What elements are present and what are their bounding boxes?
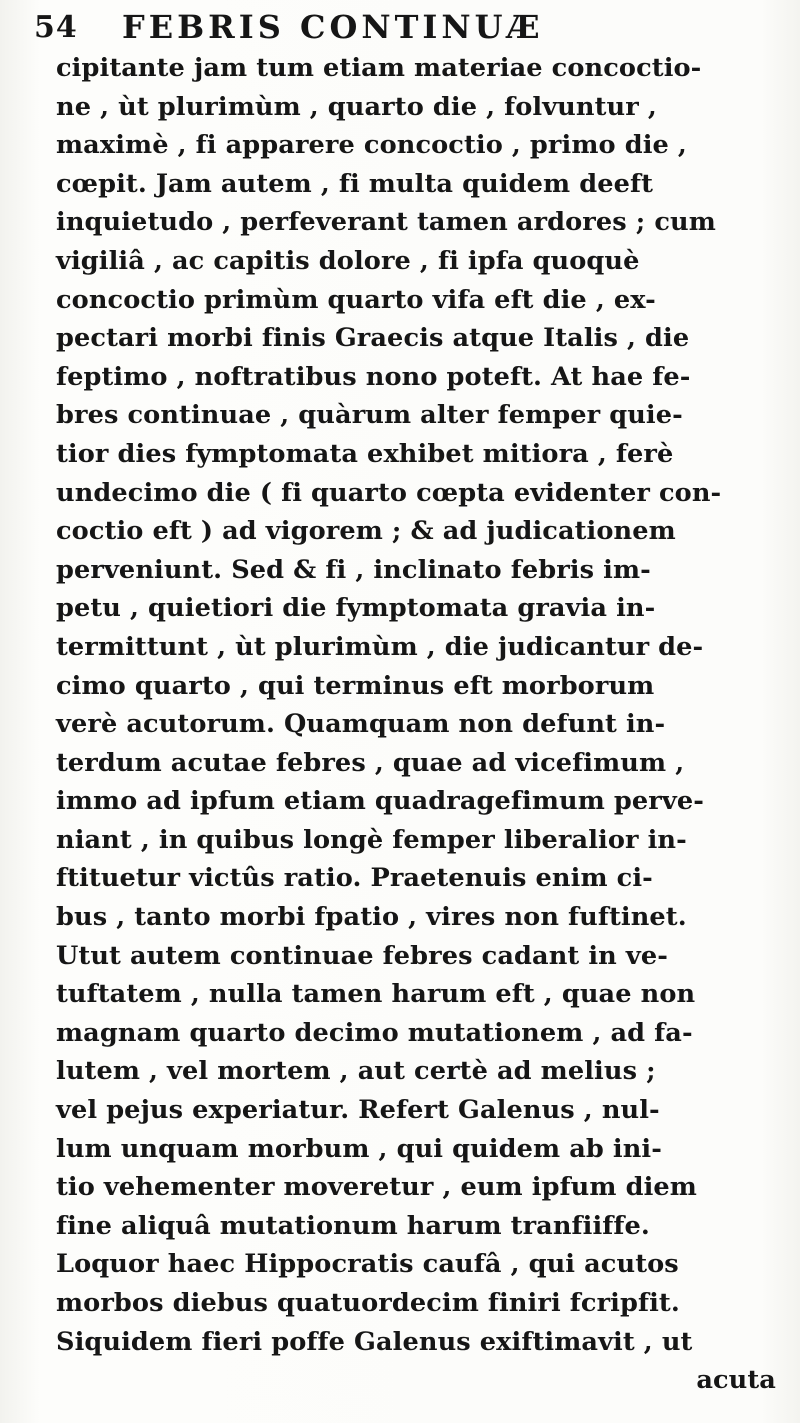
text-line: lutem , vel mortem , aut certè ad melius ; bbox=[56, 1056, 656, 1087]
text-line: undecimo die ( fi quarto cœpta evidenter con- bbox=[56, 477, 722, 508]
catchword: acuta bbox=[696, 1365, 776, 1396]
text-line: tio vehementer moveretur , eum ipfum diem bbox=[56, 1172, 697, 1203]
body-text bbox=[56, 49, 776, 1400]
text-line: lum unquam morbum , qui quidem ab ini- bbox=[56, 1133, 662, 1164]
text-line: vigiliâ , ac capitis dolore , fi ipfa quoquè bbox=[56, 245, 640, 276]
text-line: concoctio primùm quarto vifa eft die , ex- bbox=[56, 284, 656, 315]
text-line: perveniunt. Sed & fi , inclinato febris im- bbox=[56, 554, 651, 585]
running-title: FEBRIS CONTINUÆ bbox=[122, 8, 544, 46]
text-line: pectari morbi finis Graecis atque Italis , die bbox=[56, 323, 690, 354]
text-line: Siquidem fieri poffe Galenus exiftimavit , ut bbox=[56, 1326, 693, 1357]
text-line: terdum acutae febres , quae ad vicefimum , bbox=[56, 747, 685, 778]
text-line: ftituetur victûs ratio. Praetenuis enim ci- bbox=[56, 863, 653, 894]
text-line: vel pejus experiatur. Refert Galenus , nul- bbox=[56, 1095, 660, 1126]
text-line: bus , tanto morbi fpatio , vires non fuftinet. bbox=[56, 902, 687, 933]
text-line: cipitante jam tum etiam materiae concoctio- bbox=[56, 53, 702, 83]
text-line: Loquor haec Hippocratis caufâ , qui acutos bbox=[56, 1249, 679, 1280]
text-line: bres continuae , quàrum alter femper quie- bbox=[56, 400, 683, 431]
text-line: fine aliquâ mutationum harum tranfiiffe. bbox=[56, 1210, 650, 1241]
text-line: coctio eft ) ad vigorem ; & ad judicationem bbox=[56, 516, 676, 547]
text-line: cimo quarto , qui terminus eft morborum bbox=[56, 670, 655, 701]
text-line: tior dies fymptomata exhibet mitiora , ferè bbox=[56, 438, 674, 469]
text-line: feptimo , noftratibus nono poteft. At hae fe- bbox=[56, 361, 691, 392]
text-line: immo ad ipfum etiam quadragefimum perve- bbox=[56, 786, 704, 817]
text-line: termittunt , ùt plurimùm , die judicantur de- bbox=[56, 631, 704, 662]
running-head bbox=[34, 6, 774, 50]
page-number: 54 bbox=[34, 10, 78, 45]
text-line: petu , quietiori die fymptomata gravia in- bbox=[56, 593, 656, 624]
text-line: morbos diebus quatuordecim finiri fcripfit. bbox=[56, 1288, 680, 1318]
text-line: tuftatem , nulla tamen harum eft , quae non bbox=[56, 979, 696, 1010]
text-line: inquietudo , perfeverant tamen ardores ; cum bbox=[56, 207, 716, 238]
text-line: maximè , fi apparere concoctio , primo die , bbox=[56, 130, 687, 161]
text-line: niant , in quibus longè femper liberalior in- bbox=[56, 824, 687, 855]
text-line: cœpit. Jam autem , fi multa quidem deeft bbox=[56, 168, 654, 199]
text-line: verè acutorum. Quamquam non defunt in- bbox=[56, 709, 666, 740]
text-line: magnam quarto decimo mutationem , ad fa- bbox=[56, 1017, 693, 1048]
text-line: Utut autem continuae febres cadant in ve- bbox=[56, 940, 668, 971]
text-line: ne , ùt plurimùm , quarto die , folvuntur , bbox=[56, 91, 657, 122]
